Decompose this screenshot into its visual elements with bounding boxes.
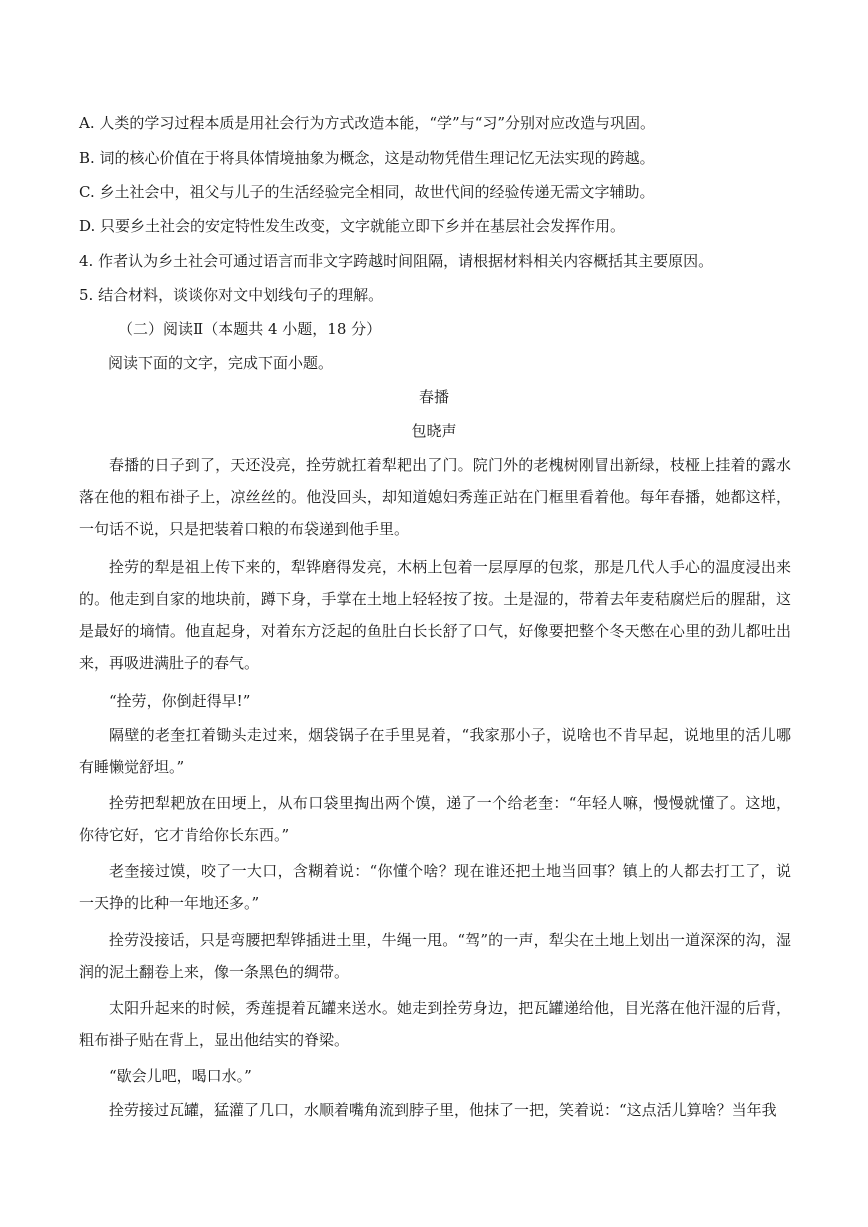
- option-c: C. 乡土社会中，祖父与儿子的生活经验完全相同，故世代间的经验传递无需文字辅助。: [79, 183, 655, 201]
- story-paragraph: 老奎接过馍，咬了一大口，含糊着说：“你懂个啥？现在谁还把土地当回事？镇上的人都去打工了，说一天挣的比种一年地还多。”: [79, 862, 791, 912]
- story-author: 包晓声: [411, 422, 457, 440]
- story-paragraph: 拴劳把犁耙放在田埂上，从布口袋里掏出两个馍，递了一个给老奎：“年轻人嘛，慢慢就懂了。这地，你待它好，它才肯给你长东西。”: [79, 794, 791, 844]
- story-paragraph: 拴劳没接话，只是弯腰把犁铧插进土里，牛绳一甩。“驾”的一声，犁尖在土地上划出一道深深的沟，湿润的泥土翻卷上来，像一条黑色的绸带。: [79, 931, 791, 981]
- question-5: 5. 结合材料，谈谈你对文中划线句子的理解。: [79, 286, 384, 304]
- story-paragraph: “歇会儿吧，喝口水。”: [109, 1067, 252, 1085]
- story-paragraph: 太阳升起来的时候，秀莲提着瓦罐来送水。她走到拴劳身边，把瓦罐递给他，目光落在他汗湿的后背，粗布褂子贴在背上，显出他结实的脊梁。: [79, 999, 791, 1049]
- option-b: B. 词的核心价值在于将具体情境抽象为概念，这是动物凭借生理记忆无法实现的跨越。: [79, 149, 655, 167]
- story-paragraph: 隔壁的老奎扛着锄头走过来，烟袋锅子在手里晃着，“我家那小子，说啥也不肯早起，说地里的活儿哪有睡懒觉舒坦。”: [79, 726, 791, 776]
- question-4: 4. 作者认为乡土社会可通过语言而非文字跨越时间阻隔，请根据材料相关内容概括其主要原因。: [79, 252, 714, 270]
- section-header: （二）阅读Ⅱ（本题共 4 小题，18 分）: [118, 320, 382, 338]
- section-instruction: 阅读下面的文字，完成下面小题。: [108, 354, 334, 372]
- story-paragraph: 春播的日子到了，天还没亮，拴劳就扛着犁耙出了门。院门外的老槐树刚冒出新绿，枝桠上挂着的露水落在他的粗布褂子上，凉丝丝的。他没回头，却知道媳妇秀莲正站在门框里看着他。每年春播，她都这样，一句话不说，只是把装着口粮的布袋递到他手里。: [79, 456, 791, 538]
- story-paragraph: “拴劳，你倒赶得早!”: [109, 692, 251, 710]
- option-a: A. 人类的学习过程本质是用社会行为方式改造本能，“学”与“习”分别对应改造与巩固。: [79, 114, 656, 132]
- story-title: 春播: [418, 388, 449, 406]
- option-d: D. 只要乡土社会的安定特性发生改变，文字就能立即下乡并在基层社会发挥作用。: [79, 217, 626, 235]
- story-paragraph: 拴劳接过瓦罐，猛灌了几口，水顺着嘴角流到脖子里，他抹了一把，笑着说：“这点活儿算啥？当年我: [109, 1101, 777, 1119]
- story-paragraph: 拴劳的犁是祖上传下来的，犁铧磨得发亮，木柄上包着一层厚厚的包浆，那是几代人手心的温度浸出来的。他走到自家的地块前，蹲下身，手掌在土地上轻轻按了按。土是湿的，带着去年麦秸腐烂后的腥甜，这是最好的墒情。他直起身，对着东方泛起的鱼肚白长长舒了口气，好像要把整个冬天憋在心里的劲儿都吐出来，再吸进满肚子的春气。: [79, 558, 791, 672]
